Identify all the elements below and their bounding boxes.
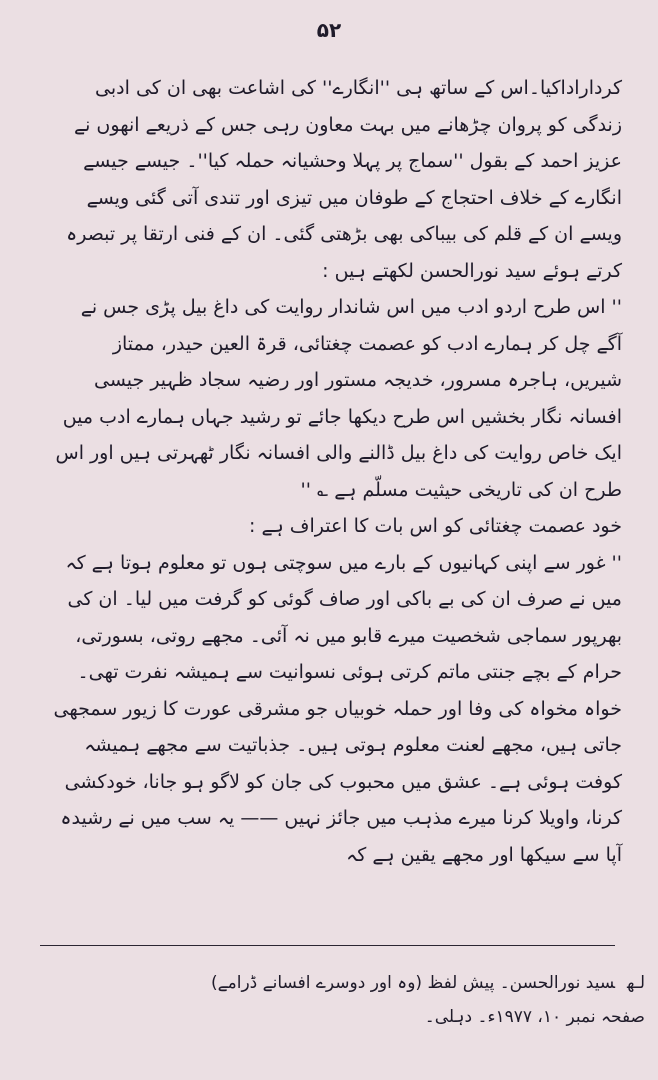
footnote [110,966,645,1034]
quote-nurul-hasan: '' اس طرح اردو ادب میں اس شاندار روایت کی داغ بیل پڑی جس نے آگے چل کر ہمارے ادب کو عصمت چغتائی، قرۃ العین حیدر، ممتاز شیریں، ہاجرہ مسرور، خدیجہ مستور اور رضیہ سجاد ظہیر جیسی افسانہ نگار بخشیں اس طرح دیکھا جائے تو رشید جہاں ہمارے ادب میں ایک خاص روایت کی داغ بیل ڈالنے والی افسانہ نگار ٹھہرتی ہیں اور اس طرح ان کی تاریخی حیثیت مسلّم ہے ؎ '' [55,296,622,501]
paragraph-ismat-intro: خود عصمت چغتائی کو اس بات کا اعتراف ہے : [249,515,622,537]
footnote-divider [40,945,615,946]
page-number: ۵۲ [316,18,342,42]
body-text [50,70,622,873]
footnote-marker: لـه [627,973,645,993]
footnote-line-2: صفحہ نمبر ۱۰، ۱۹۷۷ء۔ دہلی۔ [424,1007,645,1027]
paragraph-intro: کرداراداکیا۔اس کے ساتھ ہی ''انگارے'' کی اشاعت بھی ان کی ادبی زندگی کو پروان چڑھانے میں بہت معاون رہی جس کے ذریعے انھوں نے عزیز احمد کے بقول ''سماج پر پہلا وحشیانہ حملہ کیا''۔ جیسے جیسے انگارے کے خلاف احتجاج کے طوفان میں تیزی اور تندی آتی گئی ویسے ویسے ان کے قلم کی بیباکی بھی بڑھتی گئی۔ ان کے فنی ارتقا پر تبصرہ کرتے ہوئے سید نورالحسن لکھتے ہیں : [66,77,622,282]
footnote-line-1: سید نورالحسن۔ پیش لفظ (وہ اور دوسرے افسانے ڈرامے) [211,973,615,993]
quote-ismat-chughtai: '' غور سے اپنی کہانیوں کے بارے میں سوچتی ہوں تو معلوم ہوتا ہے کہ میں نے صرف ان کی بے باکی اور صاف گوئی کو گرفت میں لیا۔ ان کی بھرپور سماجی شخصیت میرے قابو میں نہ آئی۔ مجھے روتی، بسورتی، حرام کے بچے جنتی ماتم کرتی ہوئی نسوانیت سے ہمیشہ نفرت تھی۔ خواہ مخواہ کی وفا اور حملہ خوبیاں جو مشرقی عورت کا زیور سمجھی جاتی ہیں، مجھے لعنت معلوم ہوتی ہیں۔ جذباتیت سے مجھے ہمیشہ کوفت ہوئی ہے۔ عشق میں محبوب کی جان کو لاگو ہو جانا، خودکشی کرنا، واویلا کرنا میرے مذہب میں جائز نہیں —— یہ سب میں نے رشیدہ آپا سے سیکھا اور مجھے یقین ہے کہ [53,551,622,866]
